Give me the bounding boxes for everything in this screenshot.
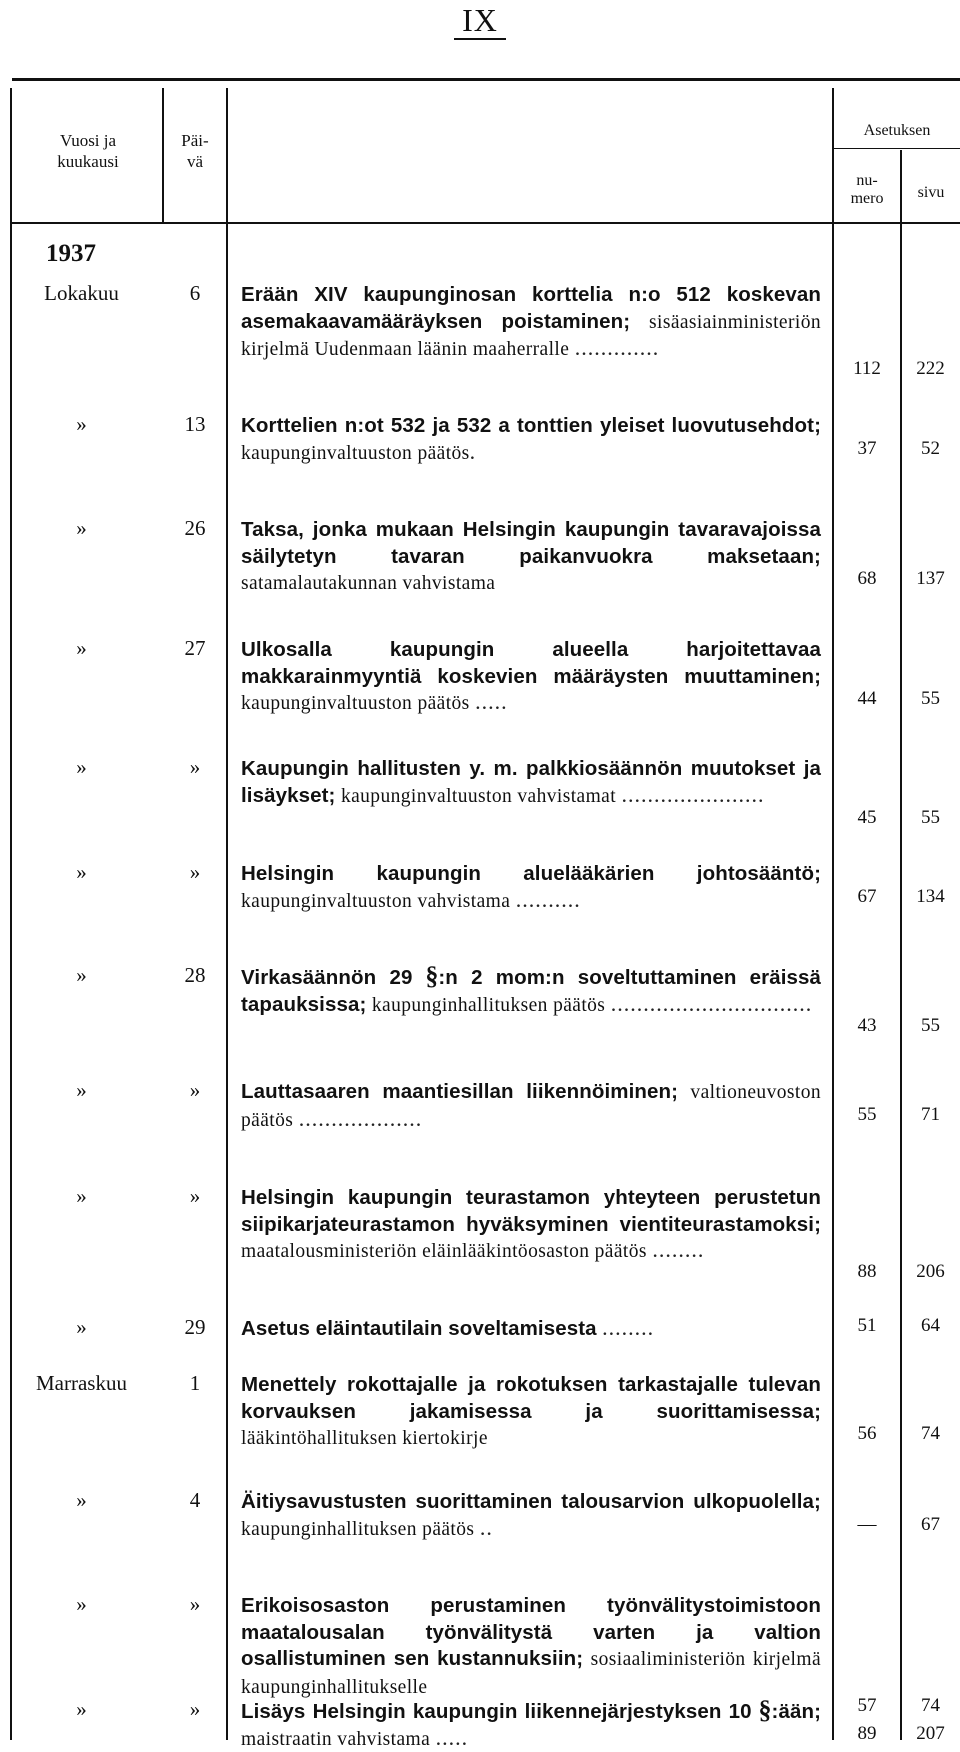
decree-page: 222 (916, 358, 945, 379)
entry-day: 27 (184, 636, 206, 660)
entry-day: » (189, 860, 201, 884)
header-decree-column (834, 120, 960, 141)
entry-month: » (76, 1184, 87, 1208)
decree-page: 64 (921, 1315, 940, 1336)
entry-title: Asetus eläintautilain soveltamisesta (241, 1317, 597, 1340)
decree-page: 206 (916, 1261, 945, 1282)
entry-title-start: Lisäys Helsingin kaupungin liikennejärjestyksen 10 (241, 1700, 752, 1723)
decree-page: 74 (921, 1423, 940, 1444)
entry-description (241, 636, 821, 717)
decree-number: 89 (857, 1723, 877, 1744)
dot-leader: ........ (652, 1237, 705, 1262)
header-number-column (834, 172, 900, 208)
decree-number: 68 (857, 568, 877, 589)
header-day-label: Päi-vä (181, 131, 209, 171)
header-date-label: Vuosi ja kuukausi (57, 131, 119, 171)
entry-day: » (189, 1184, 201, 1208)
dot-leader: ...................... (621, 781, 765, 807)
dot-leader: ..... (475, 689, 508, 714)
entry-title: Helsingin kaupungin teurastamon yhteyteen perustetun siipikarjateurastamon hyväksyminen vientiteurastamoksi; (241, 1186, 821, 1236)
entry-title: Korttelien n:ot 532 ja 532 a tonttien yleiset luovutusehdot; (241, 414, 821, 437)
decree-number: 45 (857, 807, 877, 828)
entry-day: 1 (189, 1371, 201, 1395)
entry-title: Taksa, jonka mukaan Helsingin kaupungin tavaravajoissa säilytetyn tavaran paikanvuokra maksetaan; (241, 518, 821, 568)
decree-number: 56 (857, 1423, 877, 1444)
section-sign: § (758, 1695, 772, 1724)
entry-title-start: Virkasäännön 29 (241, 966, 413, 989)
decree-page: 67 (921, 1514, 940, 1535)
entry-month: » (76, 636, 87, 660)
header-page-label: sivu (917, 184, 945, 201)
entry-day: 6 (189, 281, 201, 305)
entry-title-end: :ään; (771, 1700, 821, 1723)
entry-day: » (189, 755, 201, 779)
entry-description (241, 1315, 821, 1342)
decree-page: 71 (921, 1104, 940, 1125)
entry-month: » (76, 1592, 87, 1616)
entry-day: 13 (184, 412, 206, 436)
entry-day: » (189, 1697, 201, 1721)
decree-number: 88 (857, 1261, 877, 1282)
decree-page: 55 (921, 1015, 940, 1036)
dot-leader: ................... (298, 1105, 423, 1131)
entry-month: » (76, 963, 87, 987)
dot-leader: .. (479, 1514, 493, 1540)
entry-day: 28 (184, 963, 206, 987)
entry-day: 26 (184, 516, 206, 540)
decree-number: — (857, 1514, 877, 1535)
decree-number: 57 (857, 1695, 877, 1716)
dot-leader: . (469, 438, 477, 464)
table-top-rule (12, 78, 960, 81)
dot-leader: ........ (602, 1315, 655, 1340)
entry-day: » (189, 1592, 201, 1616)
entry-day: » (189, 1078, 201, 1102)
entry-issuer: kaupunginhallituksen päätös (241, 1518, 475, 1540)
entry-description (241, 1697, 821, 1752)
header-number-label: nu-mero (850, 172, 884, 207)
page-number-text: IX (454, 2, 506, 40)
header-decree-underline (834, 148, 960, 149)
header-bottom-rule (12, 222, 960, 224)
dot-leader: ............................... (610, 990, 813, 1016)
number-page-divider (900, 150, 902, 1740)
decree-page: 52 (921, 438, 940, 459)
entry-day: 4 (189, 1488, 201, 1512)
header-page-column (902, 182, 960, 203)
entry-description (241, 755, 821, 809)
entry-issuer: kaupunginvaltuuston päätös (241, 693, 470, 714)
section-sign: § (425, 961, 439, 990)
dot-leader: ............. (574, 335, 660, 360)
decree-number: 51 (857, 1315, 877, 1336)
entry-month: » (76, 1488, 87, 1512)
entry-issuer: sisäasiainministeriön kirjelmä Uudenmaan läänin maaherralle (241, 311, 821, 360)
page-number (0, 2, 960, 39)
entry-title: Menettely rokottajalle ja rokotuksen tarkastajalle tulevan korvauksen jakamisessa ja suorittamisessa; (241, 1373, 821, 1423)
decree-page: 137 (916, 568, 945, 589)
entry-description (241, 1184, 821, 1265)
desc-number-divider (832, 88, 834, 1740)
entry-issuer: satamalautakunnan vahvistama (241, 573, 496, 594)
entry-description (241, 281, 821, 363)
entry-description (241, 1371, 821, 1452)
entry-issuer: kaupunginvaltuuston vahvistama (241, 890, 511, 912)
entry-description (241, 1078, 821, 1133)
dot-leader: ..... (435, 1724, 469, 1750)
decree-page: 207 (916, 1723, 945, 1744)
entry-title: Kaupungin hallitusten y. m. palkkiosäännön muutokset ja lisäykset; (241, 757, 821, 807)
entry-title: Erikoisosaston perustaminen työnvälitystoimistoon maatalousalan työnvälitystä varten ja valtion osallistuminen sen kustannuksiin; (241, 1594, 821, 1670)
entry-title: Helsingin kaupungin aluelääkärien johtosääntö; (241, 862, 821, 885)
header-day-column (164, 130, 226, 172)
entry-month: » (76, 1078, 87, 1102)
decree-page: 74 (921, 1695, 940, 1716)
year-heading: 1937 (46, 240, 96, 267)
decree-number: 67 (857, 886, 877, 907)
entry-description (241, 516, 821, 597)
entry-month: » (76, 516, 87, 540)
entry-description (241, 963, 821, 1018)
entry-month: » (76, 860, 87, 884)
entry-issuer: sosiaaliministeriön kirjelmä kaupunginhallitukselle (241, 1649, 821, 1698)
entry-issuer: kaupunginvaltuuston päätös (241, 442, 470, 464)
entry-description (241, 412, 821, 466)
entry-description (241, 1488, 821, 1542)
entry-month: » (76, 412, 87, 436)
entry-issuer: valtioneuvoston päätös (241, 1082, 821, 1131)
entry-title: Erään XIV kaupunginosan korttelia n:o 512 koskevan asemakaavamääräyksen poistaminen; (241, 283, 821, 333)
entry-title: Ulkosalla kaupungin alueella harjoitettavaa makkarainmyyntiä koskevien määräysten muuttaminen; (241, 638, 821, 688)
entry-issuer: kaupunginvaltuuston vahvistamat (340, 785, 617, 807)
entry-issuer: maistraatin vahvistama (241, 1728, 431, 1750)
decree-number: 37 (857, 438, 877, 459)
dot-leader: .......... (515, 886, 581, 912)
decree-number: 112 (853, 358, 881, 379)
entry-month: Marraskuu (36, 1371, 127, 1395)
decree-page: 55 (921, 807, 940, 828)
decree-page: 55 (921, 688, 940, 709)
entry-issuer: lääkintöhallituksen kiertokirje (241, 1428, 488, 1449)
entry-issuer: kaupunginhallituksen päätös (371, 994, 606, 1016)
entry-title: Äitiysavustusten suorittaminen talousarvion ulkopuolella; (241, 1490, 821, 1513)
entry-title-end: :n 2 mom:n soveltuttaminen eräissä tapauksissa; (241, 966, 821, 1016)
decree-number: 44 (857, 688, 877, 709)
entry-issuer: maatalousministeriön eläinlääkintöosaston päätös (241, 1241, 647, 1262)
entry-day: 29 (184, 1315, 206, 1339)
entry-month: » (76, 1315, 87, 1339)
entry-month: » (76, 1697, 87, 1721)
entry-description (241, 860, 821, 914)
entry-description (241, 1592, 821, 1700)
decree-number: 43 (857, 1015, 877, 1036)
header-date-column (14, 130, 162, 172)
decree-number: 55 (857, 1104, 877, 1125)
entry-month: » (76, 755, 87, 779)
decree-page: 134 (916, 886, 945, 907)
header-decree-label: Asetuksen (863, 122, 931, 139)
entry-title: Lauttasaaren maantiesillan liikennöiminen; (241, 1080, 679, 1103)
entry-month: Lokakuu (44, 281, 119, 305)
